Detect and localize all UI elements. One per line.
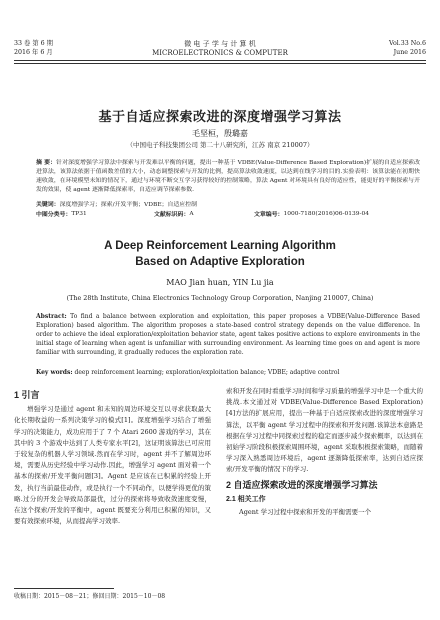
- affiliation-cn: （中国电子科技集团公司 第二十八研究所，江苏 南京 210007）: [126, 141, 314, 149]
- header-volume-issue-en: Vol.33 No.6: [389, 40, 426, 47]
- header-rule-thin: [14, 63, 426, 64]
- header-journal: [14, 40, 426, 58]
- related-paragraph-1: Agent 学习过程中探索和开发的平衡需要一个: [239, 508, 372, 517]
- doc-code: [154, 210, 194, 220]
- article-title-en-line1: A Deep Reinforcement Learning Algorithm: [104, 240, 336, 252]
- article-number-value: 1000-7180(2016)06-0139-04: [283, 211, 369, 217]
- abstract-text-en: To find a balance between exploration and exploitation, this paper proposes a VDBE(Value-Difference Based Exploration) based algorithm. The algorithm proposes a state-based control strategy depends on the value difference. In order to achieve the ideal exploration/exploitation behavior state, agent takes positive actions to explore environments in the initial stage of learning when agent is unfamiliar with surrounding environment. As learning time goes on and agent is more familiar with surrounding, it gradually reduces the exploration rate.: [36, 313, 420, 356]
- keywords-label-en: Key words:: [36, 369, 73, 376]
- abstract-en: [36, 312, 420, 357]
- header-volume-issue-cn: 33 卷 第 6 期: [14, 40, 53, 47]
- doc-value: A: [189, 211, 194, 217]
- journal-name-en: MICROELECTRONICS & COMPUTER: [152, 49, 288, 57]
- keywords-text-cn: 深度增强学习；探索/开发平衡；VDBE；自适应控制: [59, 202, 197, 208]
- doc-label: 文献标识码：: [154, 211, 190, 218]
- abstract-text-cn: 针对深度增强学习算法中探索与开发难以平衡的问题，提出一种基于 VDBE(Value-Difference Based Exploration)扩展的自适应探索改进算法，该算法依据于值函数差值的大小，动态调整探索与开发的比例，提高算法收敛速度，以达到在线学习的目的.实验表明：该算法能在初期快速收敛，在环境模型未知的情况下，通过与环境不断交互学习获得较好的控制策略，算法 Agent 对环境具有良好的适应性，能更好的平衡探索与开发的效果，使 agent 逐渐降低探索率，自适应调节探索参数.: [36, 160, 420, 193]
- abstract-cn: [36, 158, 420, 195]
- abstract-label-en: Abstract:: [36, 313, 67, 320]
- article-title-en: [0, 238, 440, 270]
- header-date-en: June 2016: [393, 48, 426, 56]
- journal-name-cn: 微 电 子 学 与 计 算 机: [184, 40, 256, 48]
- received-date-footnote: 收稿日期：2015－08－21；修回日期：2015－10－08: [14, 593, 166, 600]
- footnote-rule: [14, 588, 114, 589]
- keywords-label-cn: 关键词：: [36, 201, 60, 208]
- subsection-heading-related: 2.1 相关工作: [226, 495, 266, 503]
- article-title-cn: 基于自适应探索改进的深度增强学习算法: [98, 110, 342, 125]
- keywords-cn: [36, 200, 420, 210]
- header-date-cn: 2016 年 6 月: [14, 48, 53, 56]
- article-number-label: 文章编号：: [254, 211, 284, 218]
- affiliation-en: (The 28th Institute, China Electronics Technology Group Corporation, Nanjing 210007, China): [66, 294, 374, 302]
- clc-value: TP31: [71, 211, 87, 217]
- clc-label: 中图分类号：: [36, 211, 72, 218]
- header-rule-thick: [14, 60, 426, 61]
- running-header: [14, 40, 426, 74]
- article-title-en-line2: Based on Adaptive Exploration: [135, 256, 305, 268]
- article-number: [254, 210, 369, 220]
- keywords-en: [36, 368, 420, 377]
- section-heading-intro: 1 引言: [14, 390, 40, 400]
- body-column-left: [14, 386, 211, 527]
- intro-paragraph-2: 索和开发在同时看重学习时间和学习质量的增强学习中是一个重大的挑战.本文通过对 VDBE(Value-Difference Based Exploration)[4]方法的扩展应用，提出一种基于自适应探索改进的深度增强学习算法，以平衡 agent 学习过程中的探索和开发问题.该算法本意路是根据在学习过程中同探索过程的稳定而逐步减少探索概率，以达到在初始学习阶段积极探索周围环境，agent 采取积极探索策略，而随着学习深入熟悉周边环境后，agent 逐渐降低探索率，达到自适应探索/开发平衡的情况下的学习.: [226, 387, 423, 474]
- clc-code: [36, 210, 87, 220]
- keywords-text-en: deep reinforcement learning; exploration/exploitation balance; VDBE; adaptive control: [72, 369, 340, 376]
- section-heading-method: 2 自适应探索改进的深度增强学习算法: [226, 479, 378, 490]
- header-volume-en: [389, 40, 426, 57]
- abstract-label-cn: 摘 要：: [36, 159, 57, 166]
- body-column-right: [226, 386, 423, 518]
- authors-cn: 毛坚桓，殷璐嘉: [192, 129, 248, 138]
- authors-en: MAO Jian huan, YIN Lu jia: [166, 278, 274, 287]
- intro-paragraph-1: 增强学习是通过 agent 和未知的周边环境交互以寻求获取最大化长期收益的一系列决策学习的模式[1]。深度增强学习结合了增强学习的决策能力，成功应用于了 7 个 Atari 2600 游戏的学习，其在其中的 3 个游戏中达到了人类专家水平[2]，这证明该算法已可应用于较复杂的机器人学习领域.然而在学习时，agent 并不了解周边环境，需要从历史经验中学习动作.因此，增强学习 agent 面对着一个基本的探索/开发平衡问题[3]。Agent 是应该在已积累的经验上开发，执行当前最佳动作，或是执行一个不同动作，以便学得更优的策略.过分的开发会导致局部最优，过分的探索将导致收敛速度变慢，在这个探索/开发的平衡中，agent 既要充分利用已积累的知识，又要有效探索环境，从而提高学习效率.: [14, 405, 211, 526]
